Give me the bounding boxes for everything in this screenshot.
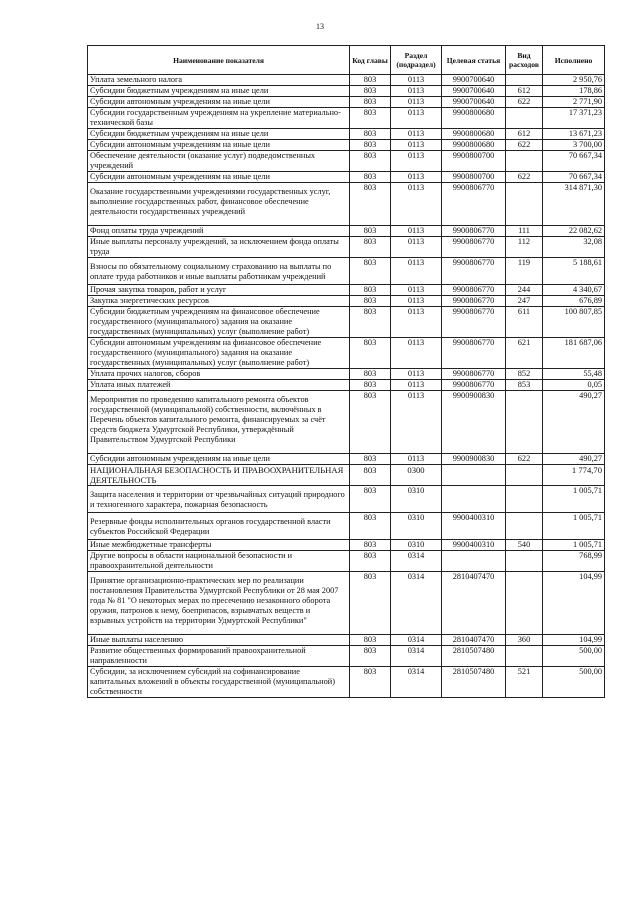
table-row xyxy=(88,667,605,698)
row-chapter-code: 803 xyxy=(350,108,391,129)
row-executed-amount: 4 340,67 xyxy=(543,285,605,296)
table-row xyxy=(88,86,605,97)
table-row xyxy=(88,75,605,86)
row-chapter-code: 803 xyxy=(350,172,391,183)
row-executed-amount: 1 005,71 xyxy=(543,486,605,513)
row-chapter-code: 803 xyxy=(350,237,391,258)
row-executed-amount: 70 667,34 xyxy=(543,172,605,183)
table-row xyxy=(88,183,605,226)
row-name: Иные межбюджетные трансферты xyxy=(88,540,350,551)
row-executed-amount: 104,99 xyxy=(543,572,605,635)
row-target-article: 9900700640 xyxy=(442,75,506,86)
row-name: Субсидии, за исключением субсидий на софинансирование капитальных вложений в объекты государственной (муниципальной) собственности xyxy=(88,667,350,698)
table-row xyxy=(88,285,605,296)
row-section: 0310 xyxy=(391,486,442,513)
table-row xyxy=(88,172,605,183)
row-section: 0113 xyxy=(391,454,442,465)
row-executed-amount: 500,00 xyxy=(543,646,605,667)
row-expense-kind xyxy=(506,151,543,172)
row-expense-kind xyxy=(506,551,543,572)
table-row xyxy=(88,140,605,151)
row-expense-kind xyxy=(506,75,543,86)
row-chapter-code: 803 xyxy=(350,646,391,667)
row-section: 0113 xyxy=(391,97,442,108)
row-chapter-code: 803 xyxy=(350,140,391,151)
row-target-article: 2810507480 xyxy=(442,667,506,698)
row-chapter-code: 803 xyxy=(350,391,391,454)
row-expense-kind: 360 xyxy=(506,635,543,646)
row-section: 0113 xyxy=(391,129,442,140)
table-row xyxy=(88,380,605,391)
row-section: 0314 xyxy=(391,572,442,635)
row-target-article xyxy=(442,486,506,513)
row-name: Субсидии автономным учреждениям на иные цели xyxy=(88,140,350,151)
table-row xyxy=(88,513,605,540)
row-target-article: 9900700640 xyxy=(442,97,506,108)
row-name: Развитие общественных формирований правоохранительной направленности xyxy=(88,646,350,667)
row-target-article: 9900800680 xyxy=(442,140,506,151)
row-executed-amount: 676,89 xyxy=(543,296,605,307)
row-chapter-code: 803 xyxy=(350,369,391,380)
table-row xyxy=(88,635,605,646)
row-name: Мероприятия по проведению капитального ремонта объектов государственной (муниципальной) собственности, включённых в Перечень объектов капитального ремонта, финансируемых за счёт средств бюджета Удмуртской Республики, утверждённый Правительством Удмуртской Республики xyxy=(88,391,350,454)
row-expense-kind: 622 xyxy=(506,172,543,183)
row-target-article: 9900800680 xyxy=(442,108,506,129)
row-target-article: 9900806770 xyxy=(442,380,506,391)
table-row xyxy=(88,307,605,338)
row-executed-amount: 178,86 xyxy=(543,86,605,97)
row-name: Субсидии бюджетным учреждениям на иные цели xyxy=(88,129,350,140)
row-executed-amount: 104,99 xyxy=(543,635,605,646)
header-target-article: Целевая статья xyxy=(442,46,506,75)
table-header-row xyxy=(88,46,605,75)
row-target-article: 9900700640 xyxy=(442,86,506,97)
row-target-article: 9900806770 xyxy=(442,285,506,296)
row-name: Другие вопросы в области национальной безопасности и правоохранительной деятельности xyxy=(88,551,350,572)
row-name: Взносы по обязательному социальному страхованию на выплаты по оплате труда работников и иные выплаты работникам учреждений xyxy=(88,258,350,285)
row-chapter-code: 803 xyxy=(350,513,391,540)
row-name: Прочая закупка товаров, работ и услуг xyxy=(88,285,350,296)
table-row xyxy=(88,646,605,667)
row-name: Субсидии автономным учреждениям на иные цели xyxy=(88,172,350,183)
row-chapter-code: 803 xyxy=(350,454,391,465)
row-section: 0113 xyxy=(391,380,442,391)
row-chapter-code: 803 xyxy=(350,307,391,338)
row-name: Субсидии бюджетным учреждениям на иные цели xyxy=(88,86,350,97)
row-section: 0113 xyxy=(391,285,442,296)
table-row xyxy=(88,237,605,258)
row-section: 0113 xyxy=(391,369,442,380)
header-section: Раздел (подраздел) xyxy=(391,46,442,75)
row-chapter-code: 803 xyxy=(350,338,391,369)
row-section: 0314 xyxy=(391,646,442,667)
table-row xyxy=(88,572,605,635)
row-section: 0314 xyxy=(391,667,442,698)
row-name: Иные выплаты персоналу учреждений, за исключением фонда оплаты труда xyxy=(88,237,350,258)
row-expense-kind xyxy=(506,108,543,129)
row-section: 0113 xyxy=(391,296,442,307)
row-name: Субсидии государственным учреждениям на укрепление материально-технической базы xyxy=(88,108,350,129)
row-executed-amount: 1 774,70 xyxy=(543,465,605,486)
row-target-article: 9900806770 xyxy=(442,183,506,226)
row-chapter-code: 803 xyxy=(350,380,391,391)
row-executed-amount: 22 082,62 xyxy=(543,226,605,237)
row-section: 0314 xyxy=(391,635,442,646)
row-chapter-code: 803 xyxy=(350,572,391,635)
row-expense-kind: 119 xyxy=(506,258,543,285)
row-name: Субсидии автономным учреждениям на иные цели xyxy=(88,454,350,465)
row-name: Уплата иных платежей xyxy=(88,380,350,391)
header-chapter-code: Код главы xyxy=(350,46,391,75)
row-section: 0113 xyxy=(391,338,442,369)
row-executed-amount: 500,00 xyxy=(543,667,605,698)
row-chapter-code: 803 xyxy=(350,226,391,237)
header-indicator-name: Наименование показателя xyxy=(88,46,350,75)
table-row xyxy=(88,486,605,513)
row-target-article: 9900400310 xyxy=(442,540,506,551)
row-expense-kind: 247 xyxy=(506,296,543,307)
row-expense-kind xyxy=(506,486,543,513)
row-executed-amount: 13 671,23 xyxy=(543,129,605,140)
row-expense-kind: 540 xyxy=(506,540,543,551)
row-target-article: 9900806770 xyxy=(442,307,506,338)
table-row xyxy=(88,296,605,307)
row-name: Оказание государственными учреждениями государственных услуг, выполнение государственных работ, финансовое обеспечение деятельности государственных учреждений xyxy=(88,183,350,226)
row-name: Субсидии бюджетным учреждениям на финансовое обеспечение государственного (муниципального) задания на оказание государственных (муниципальных) услуг (выполнение работ) xyxy=(88,307,350,338)
table-row xyxy=(88,226,605,237)
row-expense-kind xyxy=(506,391,543,454)
row-expense-kind: 853 xyxy=(506,380,543,391)
row-expense-kind xyxy=(506,646,543,667)
row-section: 0113 xyxy=(391,307,442,338)
row-chapter-code: 803 xyxy=(350,635,391,646)
row-chapter-code: 803 xyxy=(350,285,391,296)
row-name: Иные выплаты населению xyxy=(88,635,350,646)
row-chapter-code: 803 xyxy=(350,183,391,226)
row-expense-kind: 111 xyxy=(506,226,543,237)
row-executed-amount: 5 188,61 xyxy=(543,258,605,285)
expenditure-table xyxy=(87,45,605,698)
row-chapter-code: 803 xyxy=(350,97,391,108)
row-expense-kind: 612 xyxy=(506,86,543,97)
row-chapter-code: 803 xyxy=(350,151,391,172)
row-executed-amount: 768,99 xyxy=(543,551,605,572)
row-name: Уплата прочих налогов, сборов xyxy=(88,369,350,380)
row-name: Субсидии автономным учреждениям на иные цели xyxy=(88,97,350,108)
row-name: Резервные фонды исполнительных органов государственной власти субъектов Российской Федерации xyxy=(88,513,350,540)
row-executed-amount: 2 771,90 xyxy=(543,97,605,108)
row-executed-amount: 70 667,34 xyxy=(543,151,605,172)
row-target-article: 2810507480 xyxy=(442,646,506,667)
table-row xyxy=(88,97,605,108)
row-expense-kind: 612 xyxy=(506,129,543,140)
row-section: 0113 xyxy=(391,108,442,129)
row-expense-kind xyxy=(506,513,543,540)
row-target-article: 9900900830 xyxy=(442,454,506,465)
row-target-article: 9900806770 xyxy=(442,226,506,237)
row-name: Обеспечение деятельности (оказание услуг) подведомственных учреждений xyxy=(88,151,350,172)
row-section: 0310 xyxy=(391,513,442,540)
table-row xyxy=(88,465,605,486)
page-number: 13 xyxy=(316,22,324,31)
row-expense-kind xyxy=(506,465,543,486)
row-section: 0113 xyxy=(391,226,442,237)
row-section: 0113 xyxy=(391,258,442,285)
row-target-article: 9900900830 xyxy=(442,391,506,454)
table-row xyxy=(88,129,605,140)
row-target-article: 9900400310 xyxy=(442,513,506,540)
row-name: Закупка энергетических ресурсов xyxy=(88,296,350,307)
table-row xyxy=(88,454,605,465)
row-chapter-code: 803 xyxy=(350,551,391,572)
row-executed-amount: 0,05 xyxy=(543,380,605,391)
table-row xyxy=(88,151,605,172)
row-chapter-code: 803 xyxy=(350,86,391,97)
row-expense-kind xyxy=(506,183,543,226)
row-section: 0310 xyxy=(391,540,442,551)
row-chapter-code: 803 xyxy=(350,258,391,285)
row-expense-kind: 521 xyxy=(506,667,543,698)
row-executed-amount: 32,08 xyxy=(543,237,605,258)
row-section: 0314 xyxy=(391,551,442,572)
row-expense-kind: 622 xyxy=(506,97,543,108)
row-target-article: 9900806770 xyxy=(442,369,506,380)
row-target-article xyxy=(442,551,506,572)
table-row xyxy=(88,540,605,551)
row-section: 0113 xyxy=(391,172,442,183)
row-target-article: 9900806770 xyxy=(442,237,506,258)
row-expense-kind: 611 xyxy=(506,307,543,338)
row-executed-amount: 181 687,06 xyxy=(543,338,605,369)
row-executed-amount: 2 950,76 xyxy=(543,75,605,86)
row-name: Принятие организационно-практических мер по реализации постановления Правительства Удмуртской Республики от 28 мая 2007 года № 81 "О некоторых мерах по пресечению незаконного оборота оружия, патронов к нему, боеприпасов, взрывчатых веществ и взрывных устройств на территории Удмуртской Республики" xyxy=(88,572,350,635)
row-name: Защита населения и территории от чрезвычайных ситуаций природного и техногенного характера, пожарная безопасность xyxy=(88,486,350,513)
row-chapter-code: 803 xyxy=(350,129,391,140)
row-executed-amount: 314 871,30 xyxy=(543,183,605,226)
row-target-article: 9900806770 xyxy=(442,338,506,369)
row-name: Субсидии автономным учреждениям на финансовое обеспечение государственного (муниципального) задания на оказание государственных (муниципальных) услуг (выполнение работ) xyxy=(88,338,350,369)
row-target-article: 9900800700 xyxy=(442,172,506,183)
row-chapter-code: 803 xyxy=(350,486,391,513)
row-executed-amount: 100 807,85 xyxy=(543,307,605,338)
header-executed: Исполнено xyxy=(543,46,605,75)
row-executed-amount: 3 700,00 xyxy=(543,140,605,151)
table-row xyxy=(88,338,605,369)
row-chapter-code: 803 xyxy=(350,540,391,551)
row-expense-kind: 622 xyxy=(506,454,543,465)
table-row xyxy=(88,369,605,380)
table-row xyxy=(88,391,605,454)
row-target-article: 2810407470 xyxy=(442,635,506,646)
table-row xyxy=(88,551,605,572)
row-expense-kind: 112 xyxy=(506,237,543,258)
row-executed-amount: 17 371,23 xyxy=(543,108,605,129)
row-target-article: 2810407470 xyxy=(442,572,506,635)
header-expense-kind: Вид расходов xyxy=(506,46,543,75)
row-chapter-code: 803 xyxy=(350,75,391,86)
row-section: 0113 xyxy=(391,140,442,151)
table-row xyxy=(88,108,605,129)
row-executed-amount: 55,48 xyxy=(543,369,605,380)
row-executed-amount: 1 005,71 xyxy=(543,540,605,551)
row-name: Фонд оплаты труда учреждений xyxy=(88,226,350,237)
row-expense-kind xyxy=(506,572,543,635)
row-section: 0113 xyxy=(391,151,442,172)
row-expense-kind: 621 xyxy=(506,338,543,369)
row-chapter-code: 803 xyxy=(350,296,391,307)
row-chapter-code: 803 xyxy=(350,667,391,698)
row-target-article: 9900806770 xyxy=(442,258,506,285)
row-section: 0113 xyxy=(391,86,442,97)
row-expense-kind: 244 xyxy=(506,285,543,296)
row-name: НАЦИОНАЛЬНАЯ БЕЗОПАСНОСТЬ И ПРАВООХРАНИТЕЛЬНАЯ ДЕЯТЕЛЬНОСТЬ xyxy=(88,465,350,486)
table-row xyxy=(88,258,605,285)
row-target-article: 9900800700 xyxy=(442,151,506,172)
row-target-article xyxy=(442,465,506,486)
row-expense-kind: 622 xyxy=(506,140,543,151)
row-executed-amount: 490,27 xyxy=(543,391,605,454)
row-chapter-code: 803 xyxy=(350,465,391,486)
row-section: 0113 xyxy=(391,391,442,454)
row-section: 0113 xyxy=(391,183,442,226)
row-expense-kind: 852 xyxy=(506,369,543,380)
row-section: 0113 xyxy=(391,75,442,86)
row-executed-amount: 1 005,71 xyxy=(543,513,605,540)
row-name: Уплата земельного налога xyxy=(88,75,350,86)
row-target-article: 9900800680 xyxy=(442,129,506,140)
row-executed-amount: 490,27 xyxy=(543,454,605,465)
row-target-article: 9900806770 xyxy=(442,296,506,307)
row-section: 0113 xyxy=(391,237,442,258)
row-section: 0300 xyxy=(391,465,442,486)
